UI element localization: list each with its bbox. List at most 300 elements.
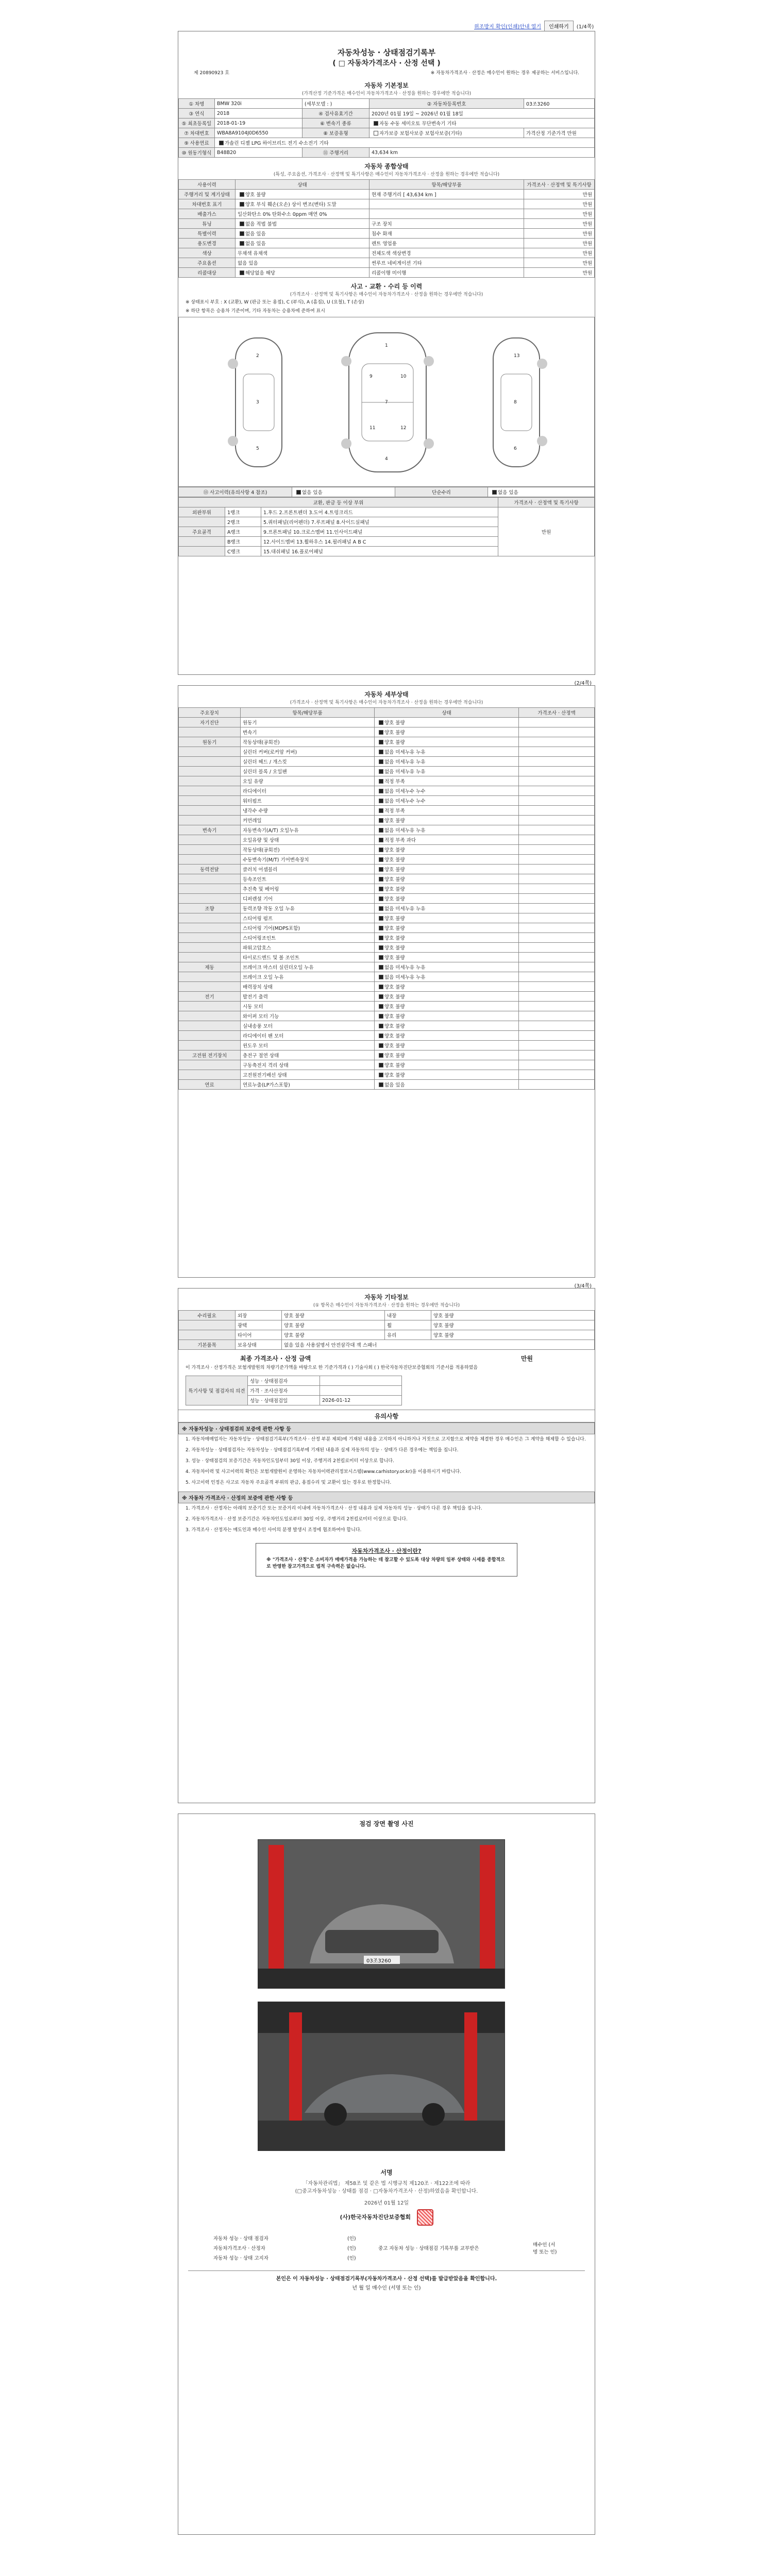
status-cell	[375, 962, 519, 972]
status-cell	[375, 786, 519, 796]
checkbox-icon	[379, 740, 383, 744]
table-row	[179, 1330, 595, 1340]
table-row	[179, 737, 595, 747]
table-row	[179, 933, 595, 943]
item-cell: 실린더 커버(로커암 커버)	[241, 747, 375, 757]
price-cell: 만원	[524, 239, 595, 248]
checkbox-icon	[379, 828, 383, 833]
checkbox-icon	[379, 1043, 383, 1048]
detail-cell: 리콜이행 미이행	[369, 268, 524, 278]
device-cell	[179, 913, 241, 923]
table-row	[179, 796, 595, 806]
status-text: 양호 불량	[384, 877, 405, 883]
status-cell	[375, 767, 519, 776]
status-cell	[375, 816, 519, 825]
table-row	[179, 747, 595, 757]
item-cell: 수동변속기(M/T) 기어변속장치	[241, 855, 375, 865]
status-cell	[375, 1021, 519, 1031]
table-row	[179, 786, 595, 796]
device-cell	[179, 796, 241, 806]
diagram-label: 7	[385, 400, 388, 405]
plate-number: 03조3260	[524, 99, 595, 109]
label-cell: ⑪ 주행거리	[303, 148, 369, 158]
device-cell: 전기	[179, 992, 241, 1002]
checkbox-icon	[379, 779, 383, 784]
price-cell	[519, 972, 595, 982]
price-cell	[519, 835, 595, 845]
checkbox-icon	[379, 808, 383, 813]
item-cell: 클러치 어셈블리	[241, 865, 375, 874]
label-cell: ① 차명	[179, 99, 215, 109]
status-cell	[375, 982, 519, 992]
price-cell: 만원	[524, 229, 595, 239]
item-cell: 동력조향 작동 오일 누유	[241, 904, 375, 913]
role-cell: 성능 · 상태점검일	[248, 1396, 320, 1405]
table-row	[179, 487, 595, 497]
price-cell	[519, 865, 595, 874]
status-cell	[236, 268, 369, 278]
car-side-photo-svg	[258, 2002, 505, 2151]
price-cell	[519, 894, 595, 904]
signature-text: 「자동차관리법」 제58조 및 같은 법 시행규칙 제120조 · 제122조에 따라	[303, 2181, 470, 2187]
detail-title: 자동차 세부상태	[364, 691, 409, 698]
item-cell: 실내송풍 모터	[241, 1021, 375, 1031]
price-cell	[519, 1041, 595, 1050]
accident-subtitle: (가격조사 · 산정액 및 특기사항은 매수인이 자동차가격조사 · 산정을 원하는 경우에만 적습니다)	[290, 292, 483, 297]
device-cell	[179, 884, 241, 894]
status-text: 양호 불량	[384, 1024, 405, 1029]
column-header: 가격조사 · 산정액	[519, 708, 595, 718]
table-row	[179, 884, 595, 894]
status-cell	[236, 239, 369, 248]
table-row	[179, 727, 595, 737]
fuel-options	[215, 138, 595, 148]
table-row	[179, 239, 595, 248]
rank-cell: 2랭크	[225, 517, 261, 527]
table-header-row	[179, 180, 595, 190]
checkbox-icon	[240, 270, 244, 275]
status-text: 없음 미세누수 누수	[384, 799, 426, 804]
status-subtitle: (특성, 주요옵션, 가격조사 · 산정액 및 특기사항은 매수인이 자동차가격조사 · 산정을 원하는 경우에만 적습니다)	[273, 172, 500, 177]
device-cell	[179, 1060, 241, 1070]
column-header: 주요장치	[179, 708, 241, 718]
table-row	[179, 913, 595, 923]
checkbox-icon	[379, 1073, 383, 1077]
document-title: 자동차성능 · 상태점검기록부	[337, 48, 436, 57]
basic-info-table	[178, 98, 595, 158]
device-cell	[179, 776, 241, 786]
basic-info-title: 자동차 기본정보	[364, 82, 409, 89]
item-cell: 오일유량 및 상태	[241, 835, 375, 845]
item-cell: 와이퍼 모터 기능	[241, 1011, 375, 1021]
warranty-options	[369, 128, 524, 138]
seal-cell: (인)	[347, 2245, 356, 2251]
device-cell	[179, 894, 241, 904]
status-cell	[375, 845, 519, 855]
label-cell: ⑦ 차대번호	[179, 128, 215, 138]
checkbox-icon	[379, 759, 383, 764]
price-cell	[519, 1011, 595, 1021]
label-cell: 튜닝	[179, 219, 236, 229]
inspection-photo-front	[258, 1839, 505, 1989]
seal-cell: (인)	[347, 2255, 356, 2261]
status-cell	[236, 229, 369, 239]
table-header-row	[179, 708, 595, 718]
item-cell: 시동 모터	[241, 1002, 375, 1011]
parts-list: 12.사이드멤버 13.휠하우스 14.필러패널 A B C	[261, 537, 498, 547]
table-row	[179, 1080, 595, 1090]
price-cell	[519, 1050, 595, 1060]
table-row	[186, 1376, 402, 1386]
status-text: 양호 불량	[384, 994, 405, 1000]
detail-cell	[369, 209, 524, 219]
item-cell: 유리	[385, 1330, 431, 1340]
checkbox-icon	[379, 896, 383, 901]
signature-title: 서명	[380, 2169, 393, 2176]
notice-line: 3. 가격조사 · 산정자는 매도인과 매수인 사이의 분쟁 발생시 조정에 협조하여야 합니다.	[186, 1528, 362, 1533]
table-row	[179, 1041, 595, 1050]
device-cell	[179, 874, 241, 884]
status-text: 양호 불량	[384, 896, 405, 902]
checkbox-icon	[374, 121, 378, 126]
detail-cell: 침수 화재	[369, 229, 524, 239]
record-number: 제 20890923 호	[194, 71, 229, 76]
item-cell: 브레이크 마스터 실린더오일 누유	[241, 962, 375, 972]
role-cell: 자동차 성능 · 상태 고지자	[213, 2255, 268, 2261]
accident-history-table	[178, 487, 595, 497]
status-cell	[375, 1070, 519, 1080]
price-cell: 만원	[524, 190, 595, 199]
status-text: 없음 미세누수 누수	[384, 789, 426, 794]
status-text: 양호 불량	[384, 926, 405, 931]
price-cell	[519, 727, 595, 737]
item-cell: 연료누출(LP가스포함)	[241, 1080, 375, 1090]
label-cell: 기본품목	[179, 1340, 236, 1350]
accident-title: 사고 · 교환 · 수리 등 이력	[350, 283, 423, 290]
price-cell: 만원	[498, 507, 595, 556]
diagram-label: 11	[369, 426, 376, 431]
label-cell: ⑨ 사용연료	[179, 138, 215, 148]
device-cell	[179, 786, 241, 796]
checkbox-icon	[379, 1033, 383, 1038]
status-cell	[375, 796, 519, 806]
checkbox-icon	[379, 916, 383, 921]
status-cell	[375, 933, 519, 943]
table-row	[179, 806, 595, 816]
options-text: 자가보증 보험사보증 보험사보증(기타)	[379, 131, 462, 137]
model-year: 2018	[215, 109, 303, 118]
label-cell: 주요골격	[179, 527, 225, 537]
notice-line: 5. 사고이력 인정은 사고로 자동차 주요골격 부위의 판금, 용접수리 및 교환이 있는 경우로 한정합니다.	[186, 1480, 392, 1486]
label-cell	[179, 1320, 236, 1330]
status-cell	[236, 199, 369, 209]
status-text: 양호 불량	[384, 1053, 405, 1059]
device-cell	[179, 1021, 241, 1031]
column-header: 사용이력	[179, 180, 236, 190]
column-header: 항목/해당부품	[369, 180, 524, 190]
table-row	[179, 816, 595, 825]
status-text: 양호 불량	[384, 887, 405, 892]
device-cell: 변속기	[179, 825, 241, 835]
item-cell: 구동축전지 격리 상태	[241, 1060, 375, 1070]
status-text: 양호 부식 훼손(오손) 상이 변조(변타) 도말	[245, 202, 337, 208]
checkbox-icon	[240, 222, 244, 226]
price-cell: 만원	[524, 248, 595, 258]
item-cell: 작동상태(공회전)	[241, 845, 375, 855]
official-seal-icon	[417, 2209, 433, 2226]
device-cell: 연료	[179, 1080, 241, 1090]
signature-text-2: (□중고자동차성능 · 상태를 점검 · □자동차가격조사 · 산정)하였음을 확인합니다.	[295, 2189, 478, 2194]
device-cell	[179, 816, 241, 825]
seal-cell: (인)	[347, 2235, 356, 2242]
label-cell: ③ 연식	[179, 109, 215, 118]
label-cell	[179, 517, 225, 527]
table-row	[179, 1002, 595, 1011]
device-cell	[179, 767, 241, 776]
checkbox-icon	[240, 241, 244, 246]
status-cell	[375, 1041, 519, 1050]
options-text: 없음 있음	[302, 490, 323, 496]
table-row	[179, 128, 595, 138]
checkbox-icon	[379, 1082, 383, 1087]
final-price-unit: 만원	[520, 1355, 533, 1362]
device-cell: 자기진단	[179, 718, 241, 727]
diagram-label: 8	[514, 400, 517, 405]
status-text: 양호 불량	[431, 1330, 595, 1340]
table-row	[179, 148, 595, 158]
item-cell: 내장	[385, 1311, 431, 1320]
price-cell	[519, 816, 595, 825]
detail-model: (세부모델 : )	[303, 99, 369, 109]
price-cell	[519, 776, 595, 786]
status-text: 없음 미세누유 누유	[384, 750, 426, 755]
status-cell	[375, 972, 519, 982]
detail-cell: 렌트 영업용	[369, 239, 524, 248]
car-damage-diagram	[178, 317, 595, 487]
checkbox-icon	[379, 1014, 383, 1019]
checkbox-icon	[379, 799, 383, 803]
price-cell	[519, 884, 595, 894]
checkbox-icon	[379, 818, 383, 823]
price-cell: 만원	[524, 258, 595, 268]
status-text: 양호 불량	[384, 867, 405, 873]
notice-section-1: ※ 자동차성능 · 상태점검의 보증에 관한 사항 등	[178, 1422, 595, 1434]
table-row	[179, 209, 595, 219]
photos-title: 점검 장면 촬영 사진	[359, 1820, 414, 1827]
price-cell	[519, 1060, 595, 1070]
car-name: BMW 320i	[215, 99, 303, 109]
detail-subtitle: (가격조사 · 산정액 및 특기사항은 매수인이 자동차가격조사 · 산정을 원하는 경우에만 적습니다)	[290, 700, 483, 705]
role-cell: 성능 · 상태점검자	[248, 1376, 320, 1386]
status-text: 없음 미세누유 누유	[384, 975, 426, 980]
table-row	[179, 248, 595, 258]
item-cell: 실린더 블록 / 오일팬	[241, 767, 375, 776]
detail-cell: 구조 장치	[369, 219, 524, 229]
checkbox-icon	[379, 1063, 383, 1067]
checkbox-icon	[492, 490, 497, 495]
status-cell	[375, 904, 519, 913]
checkbox-icon	[219, 141, 224, 145]
item-cell: 변속기	[241, 727, 375, 737]
status-cell	[375, 737, 519, 747]
status-text: 양호 불량	[384, 740, 405, 745]
device-cell	[179, 953, 241, 962]
status-text: 해당없음 해당	[245, 270, 276, 276]
status-cell	[375, 1080, 519, 1090]
status-text: 없음 미세누유 누유	[384, 769, 426, 775]
device-cell	[179, 757, 241, 767]
device-cell	[179, 982, 241, 992]
item-cell: 발전기 출력	[241, 992, 375, 1002]
final-price-label: 최종 가격조사 · 산정 금액	[240, 1355, 311, 1362]
item-cell: 윈도우 모터	[241, 1041, 375, 1050]
label-cell: 단순수리	[395, 487, 488, 497]
table-row	[179, 953, 595, 962]
status-text: 양호 불량	[384, 1004, 405, 1010]
page-number: (3/4쪽)	[574, 1283, 592, 1289]
checkbox-icon	[379, 945, 383, 950]
item-cell: 라디에이터 팬 모터	[241, 1031, 375, 1041]
status-text: 적정 부족	[384, 808, 405, 814]
checkbox-icon	[379, 985, 383, 989]
label-cell: ⑩ 원동기형식	[179, 148, 215, 158]
item-cell: 스티어링 기어(MDPS포함)	[241, 923, 375, 933]
device-cell	[179, 972, 241, 982]
price-cell	[519, 923, 595, 933]
status-text: 무채색 유채색	[236, 248, 369, 258]
status-cell	[375, 727, 519, 737]
options-text: 없음 있음	[498, 490, 518, 496]
item-cell: 충전구 절연 상태	[241, 1050, 375, 1060]
price-cell: 만원	[524, 209, 595, 219]
final-price-note: 이 가격조사 · 산정가격은 보험개발원의 차량기준가액을 바탕으로 한 기준가격과 ( ) 기술사회 ( ) 한국자동차진단보증협회의 기준서를 적용하였음	[186, 1365, 478, 1370]
inspection-validity: 2020년 01월 19일 ~ 2026년 01월 18일	[369, 109, 595, 118]
anti-forgery-link[interactable]: 위조방지 확인(인쇄)안내 열기	[474, 24, 542, 30]
table-row	[211, 2233, 562, 2243]
association-row	[178, 2209, 595, 2226]
checkbox-icon	[240, 231, 244, 236]
device-cell	[179, 845, 241, 855]
item-cell: 라디에이터	[241, 786, 375, 796]
status-text: 없음 적법 불법	[245, 222, 277, 227]
table-row	[179, 943, 595, 953]
label-cell: 주요옵션	[179, 258, 236, 268]
item-cell: 타이로드엔드 및 볼 조인트	[241, 953, 375, 962]
checkbox-icon	[379, 926, 383, 930]
item-cell: 스티어링조인트	[241, 933, 375, 943]
table-row	[179, 874, 595, 884]
device-cell: 원동기	[179, 737, 241, 747]
status-text: 양호 불량	[431, 1320, 595, 1330]
price-cell	[519, 757, 595, 767]
price-cell	[519, 962, 595, 972]
price-cell	[519, 953, 595, 962]
table-row	[179, 118, 595, 128]
receiver-sign-cell: 매수인 (서명 또는 인)	[533, 2242, 557, 2255]
status-text: 양호 불량	[245, 192, 266, 198]
role-cell: 자동차가격조사 · 산정자	[213, 2245, 265, 2251]
diagram-label: 2	[256, 353, 259, 359]
label-cell: 특별이력	[179, 229, 236, 239]
price-cell	[519, 992, 595, 1002]
status-cell	[375, 757, 519, 767]
table-row	[179, 219, 595, 229]
status-text: 없음 있음 사용설명서 안전삼각대 잭 스패너	[282, 1340, 595, 1350]
status-text: 양호 불량	[384, 818, 405, 824]
price-cell	[519, 845, 595, 855]
label-cell: ④ 검사유효기간	[303, 109, 369, 118]
role-cell: 자동차 성능 · 상태 점검자	[213, 2235, 268, 2242]
label-cell: 주행거리 및 계기상태	[179, 190, 236, 199]
status-cell	[375, 855, 519, 865]
value-cell	[320, 1386, 402, 1396]
table-row	[179, 99, 595, 109]
status-text: 양호 불량	[384, 985, 405, 990]
status-text: 양호 불량	[384, 955, 405, 961]
device-cell	[179, 1031, 241, 1041]
record-page-2	[178, 681, 595, 1278]
price-cell	[519, 718, 595, 727]
diagram-label: 6	[514, 446, 517, 452]
device-cell	[179, 1070, 241, 1080]
detail-table	[178, 707, 595, 1090]
footer-date-line: 년 월 일 매수인 (서명 또는 인)	[352, 2285, 421, 2291]
diagram-label: 10	[400, 374, 407, 380]
table-row	[179, 757, 595, 767]
detail-cell	[369, 199, 524, 209]
device-cell: 제동	[179, 962, 241, 972]
status-text: 양호 불량	[384, 848, 405, 853]
table-row	[179, 138, 595, 148]
device-cell: 동력전달	[179, 865, 241, 874]
status-cell	[375, 718, 519, 727]
status-text: 없음 있음	[245, 231, 266, 237]
print-button[interactable]: 인쇄하기	[544, 21, 574, 31]
price-cell	[519, 874, 595, 884]
diagram-label: 4	[385, 456, 388, 462]
rank-cell: A랭크	[225, 527, 261, 537]
device-cell: 고전원 전기장치	[179, 1050, 241, 1060]
price-explain-title: 자동차가격조사 · 산정이란?	[351, 1548, 422, 1555]
status-text: 없음 미세누유 누유	[384, 759, 426, 765]
status-text: 양호 불량	[282, 1320, 385, 1330]
item-cell: 자동변속기(A/T) 오일누유	[241, 825, 375, 835]
checkbox-icon	[379, 867, 383, 872]
status-text: 적정 부족	[384, 779, 405, 785]
price-cell: 만원	[524, 268, 595, 278]
status-text: 양호 불량	[384, 916, 405, 922]
top-toolbar	[474, 21, 594, 31]
status-cell	[236, 219, 369, 229]
status-text: 없음 미세누유 누유	[384, 828, 426, 834]
column-header: 항목/해당부품	[241, 708, 375, 718]
rank-cell: C랭크	[225, 547, 261, 556]
table-row	[179, 1011, 595, 1021]
page-number: (2/4쪽)	[574, 681, 592, 686]
status-text: 없음 미세누유 누유	[384, 965, 426, 971]
status-cell	[375, 776, 519, 786]
label-cell: 외판부위	[179, 507, 225, 517]
label-cell: ② 자동차등록번호	[369, 99, 524, 109]
table-row	[179, 1070, 595, 1080]
table-row	[179, 972, 595, 982]
label-cell: 배출가스	[179, 209, 236, 219]
association-name: (사)한국자동차진단보증협회	[340, 2214, 411, 2221]
price-explain-box	[256, 1543, 517, 1576]
item-cell: 오일 유량	[241, 776, 375, 786]
item-cell: 디퍼렌셜 기어	[241, 894, 375, 904]
basic-info-subtitle: (가격산정 기준가격은 매수인이 자동차가격조사 · 산정을 원하는 경우에만 적습니다)	[301, 91, 472, 96]
